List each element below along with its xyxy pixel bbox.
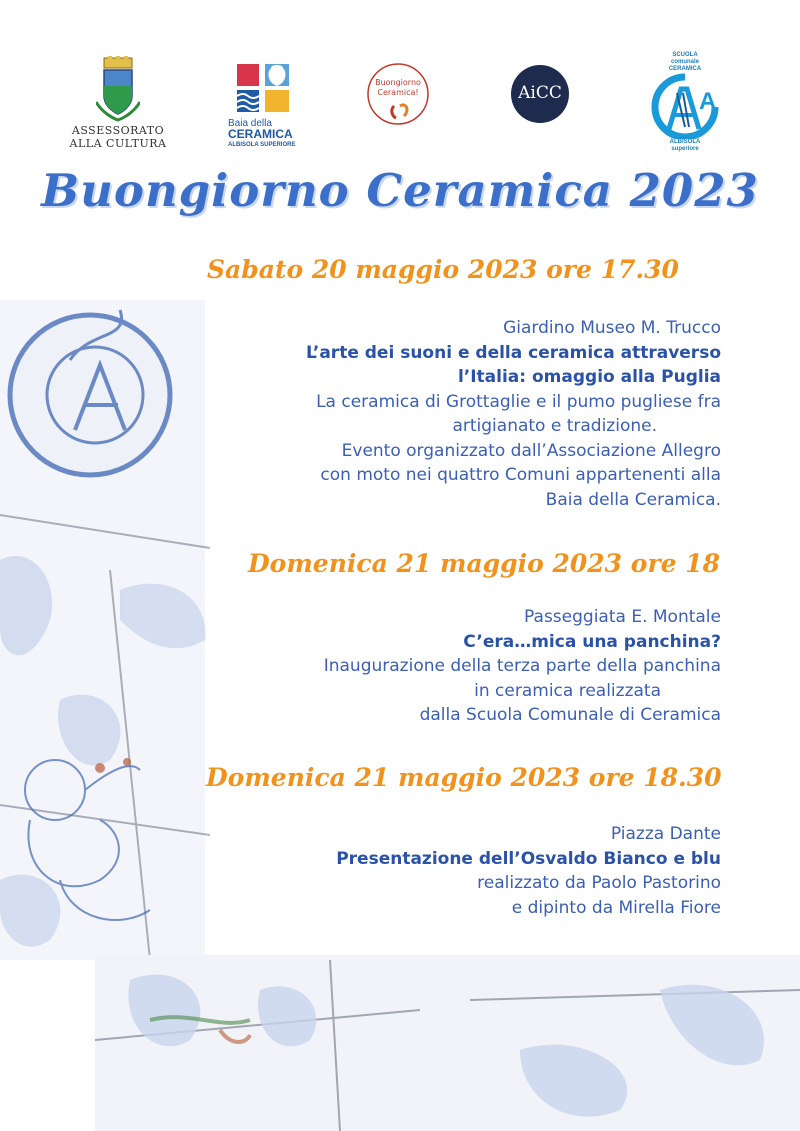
event-2-desc-line: in ceramica realizzata <box>474 680 661 701</box>
event-2-body <box>324 605 721 728</box>
event-2-desc-line: dalla Scuola Comunale di Ceramica <box>419 705 721 725</box>
page-title: Buongiorno Ceramica 2023 <box>41 164 759 217</box>
event-2-heading: Domenica 21 maggio 2023 ore 18 <box>248 549 721 578</box>
event-1-location: Giardino Museo M. Trucco <box>503 318 721 338</box>
baia-line3: ALBISOLA SUPERIORE <box>228 142 296 148</box>
assessorato-line1: ASSESSORATO <box>71 124 165 137</box>
scuola-ceramica-logo <box>650 52 720 153</box>
event-2-desc-line: Inaugurazione della terza parte della panchina <box>323 656 721 676</box>
event-3-desc-line: realizzato da Paolo Pastorino <box>477 873 721 893</box>
baia-ceramica-icon <box>235 62 291 114</box>
scuola-top3: CERAMICA <box>668 66 702 72</box>
event-2-location: Passeggiata E. Montale <box>524 607 721 627</box>
ceramisti-medallion <box>10 310 170 475</box>
event-1-desc-line: Evento organizzato dall’Associazione Allegro <box>341 440 721 461</box>
coat-of-arms-icon <box>96 56 140 124</box>
scuola-top2: comunale <box>670 59 699 65</box>
svg-text:A: A <box>699 88 717 115</box>
scuola-top1: SCUOLA <box>672 52 698 58</box>
event-1-heading: Sabato 20 maggio 2023 ore 17.30 <box>207 255 679 284</box>
event-1-desc-line: La ceramica di Grottaglie e il pumo pugliese fra <box>316 391 721 412</box>
aicc-logo <box>510 64 570 124</box>
event-3-body <box>336 822 721 920</box>
aicc-text: AiCC <box>518 83 562 103</box>
event-3-heading: Domenica 21 maggio 2023 ore 18.30 <box>206 763 722 792</box>
baia-della-ceramica-logo <box>228 62 298 151</box>
event-3-location: Piazza Dante <box>610 824 721 844</box>
event-1-desc-line: artigianato e tradizione. <box>452 416 657 436</box>
event-1-desc-line: con moto nei quattro Comuni appartenenti alla <box>320 465 721 485</box>
event-3-title-line: Presentazione dell’Osvaldo Bianco e blu <box>336 848 721 869</box>
logos-row <box>0 0 800 170</box>
event-2-title-line: C’era…mica una panchina? <box>463 631 721 652</box>
buongiorno-line1: Buongiorno <box>375 78 421 87</box>
scuola-bottom1: ALBISOLA <box>669 139 701 145</box>
baia-line1: Baia della <box>228 118 272 129</box>
event-1-title-line: l’Italia: omaggio alla Puglia <box>457 367 721 387</box>
event-1-title-line: L’arte dei suoni e della ceramica attraverso <box>305 342 721 363</box>
event-1-desc-line: Baia della Ceramica. <box>545 489 721 510</box>
buongiorno-line2: Ceramica! <box>377 88 419 97</box>
event-1-body <box>306 316 721 512</box>
scuola-bottom2: superiore <box>671 146 699 152</box>
buongiorno-ceramica-logo <box>366 62 430 126</box>
baia-line2: CERAMICA <box>228 127 293 141</box>
assessorato-logo <box>68 56 168 150</box>
event-3-desc-line: e dipinto da Mirella Fiore <box>511 897 721 918</box>
scuola-emblem-icon <box>651 73 719 139</box>
assessorato-line2: ALLA CULTURA <box>69 137 167 150</box>
